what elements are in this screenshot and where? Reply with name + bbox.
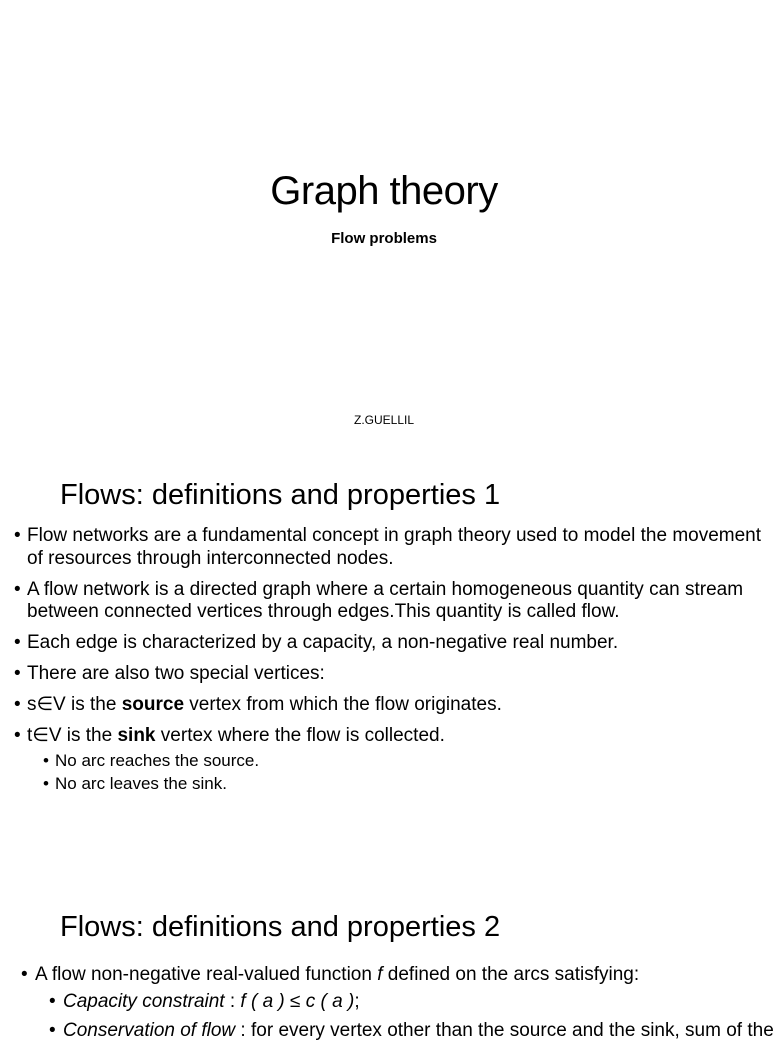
bullet-list: [13, 525, 763, 795]
slide-title: Graph theory: [270, 169, 498, 213]
bullet-text-post: vertex from which the flow originates.: [184, 694, 502, 715]
sub-bullet-item: [35, 1016, 774, 1045]
definitions-slide-1: [0, 432, 768, 864]
bullet-text: Each edge is characterized by a capacity, a non-negative real number.: [27, 632, 619, 653]
constraint-colon: :: [224, 991, 241, 1012]
sub-bullet-item: • No arc leaves the sink.: [27, 772, 763, 795]
sub-bullet-list: [35, 987, 774, 1045]
bullet-text: Flow networks are a fundamental concept in graph theory used to model the movement of resources through interconnected nodes.: [27, 525, 762, 569]
conservation-text: : for every vertex other than the source and the sink, sum of the: [235, 1020, 774, 1041]
definitions-slide-2: [0, 864, 774, 1041]
function-symbol: f: [377, 964, 383, 985]
sub-bullet-list: [27, 749, 763, 795]
title-slide: [0, 0, 768, 432]
bullet-text-bold: source: [121, 694, 185, 715]
bullet-item: [13, 694, 763, 717]
sub-bullet-item: • No arc reaches the source.: [27, 749, 763, 772]
sub-bullet-item: [35, 987, 765, 1016]
slide-subtitle: Flow problems: [331, 230, 437, 247]
bullet-item: [13, 725, 763, 795]
bullet-text-post: defined on the arcs satisfying:: [382, 964, 640, 985]
bullet-text-pre: s∈V is the: [27, 694, 122, 715]
bullet-item: [13, 579, 763, 624]
bullet-text: A flow network is a directed graph where a certain homogeneous quantity can stream between connected vertices through edges.This quantity is called flow.: [27, 578, 744, 622]
bullet-item: [20, 963, 774, 1045]
bullet-text-bold: sink: [117, 725, 156, 746]
bullet-item: [13, 525, 763, 570]
bullet-list: [20, 963, 774, 1045]
slide-heading: Flows: definitions and properties 2: [60, 911, 501, 943]
bullet-text: There are also two special vertices:: [27, 663, 325, 684]
author-name: Z.GUELLIL: [353, 413, 415, 427]
conservation-label: Conservation of flow: [63, 1020, 236, 1041]
bullet-item: [13, 663, 763, 686]
constraint-label: Capacity constraint: [63, 991, 225, 1012]
constraint-formula: f ( a ) ≤ c ( a ): [240, 991, 355, 1012]
constraint-end: ;: [354, 991, 360, 1012]
bullet-text-pre: A flow non-negative real-valued function: [35, 964, 378, 985]
slide-heading: Flows: definitions and properties 1: [60, 479, 501, 511]
bullet-text-post: vertex where the flow is collected.: [155, 725, 445, 746]
bullet-text-pre: t∈V is the: [27, 725, 118, 746]
bullet-item: [13, 632, 763, 655]
